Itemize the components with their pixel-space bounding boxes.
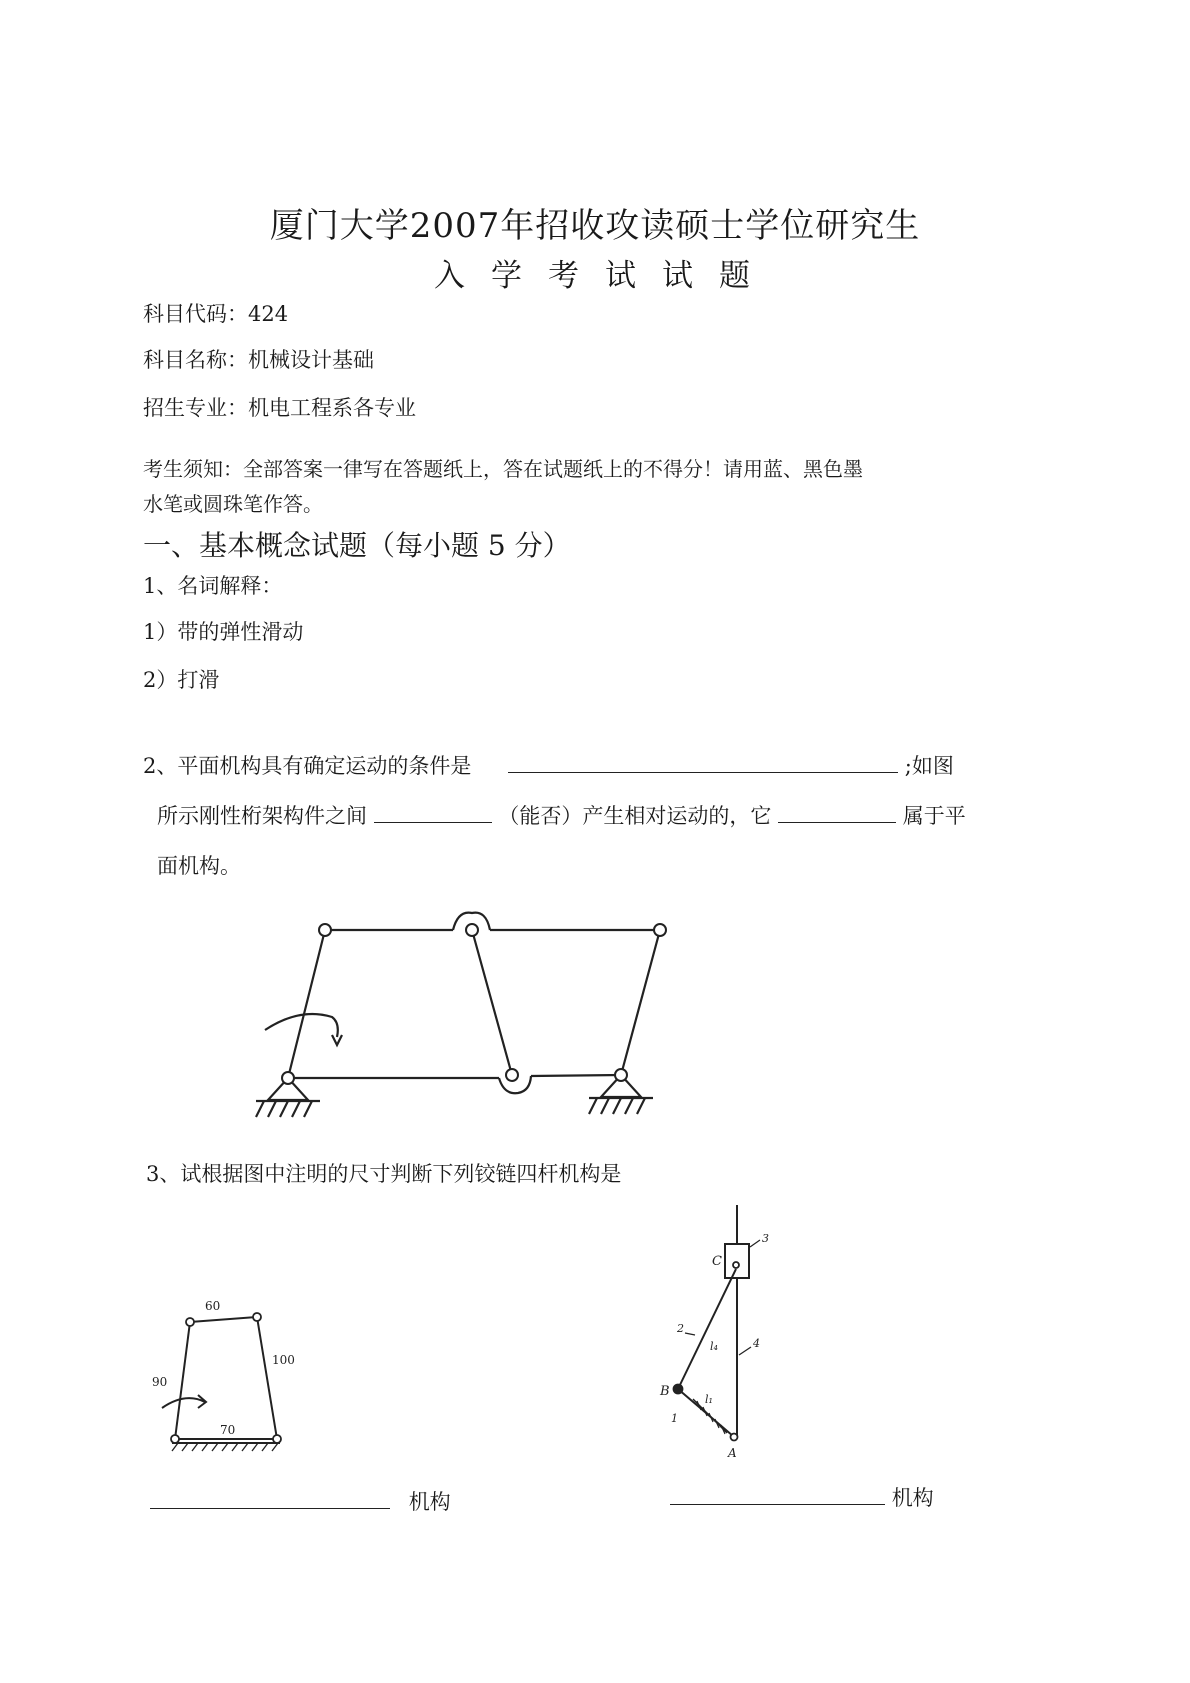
q3-answer-right <box>670 1482 934 1512</box>
pivot <box>171 1435 179 1443</box>
truss-diagram <box>240 905 680 1135</box>
subject-name: 科目名称：机械设计基础 <box>143 348 374 372</box>
label-b: B <box>660 1384 670 1399</box>
pivot-b <box>674 1385 683 1394</box>
link-left <box>175 1322 190 1439</box>
four-bar-linkage-diagram <box>150 1290 320 1465</box>
label-l1: l₁ <box>705 1393 713 1406</box>
label-right-link-length: 100 <box>272 1353 295 1367</box>
q1-item1: 1）带的弹性滑动 <box>143 620 304 644</box>
q1-item2: 2）打滑 <box>143 668 220 692</box>
q2-text-part2: ;如图 <box>904 754 954 778</box>
joint <box>615 1069 627 1081</box>
exam-title: 厦门大学2007年招收攻读硕士学位研究生 <box>269 206 921 246</box>
notice-line2: 水笔或圆珠笔作答。 <box>143 492 323 516</box>
truss-middle-bar <box>472 930 512 1075</box>
label-top-link-length: 60 <box>205 1299 221 1313</box>
pivot <box>186 1318 194 1326</box>
link-top <box>190 1317 257 1322</box>
notice-line1: 考生须知：全部答案一律写在答题纸上，答在试题纸上的不得分！请用蓝、黑色墨 <box>143 457 863 481</box>
link-right <box>257 1317 277 1439</box>
q2-text-part5: 属于平 <box>902 804 966 828</box>
joint <box>466 924 478 936</box>
section-title: 一、基本概念试题（每小题 5 分） <box>143 529 571 562</box>
truss-left-bar <box>288 930 325 1078</box>
q2-answer-blank-1[interactable] <box>508 750 898 773</box>
slider-crank-diagram <box>655 1205 805 1470</box>
q2-line2 <box>157 800 966 830</box>
q2-answer-blank-3[interactable] <box>778 800 896 823</box>
slider-block-c <box>725 1244 749 1278</box>
q2-answer-blank-2[interactable] <box>374 800 492 823</box>
q3-answer-left <box>150 1486 451 1516</box>
truss-right-bar <box>621 930 660 1075</box>
q2-text-part6: 面机构。 <box>157 854 241 878</box>
label-2: 2 <box>677 1322 684 1335</box>
q2-text-part3: 所示刚性桁架构件之间 <box>157 804 367 828</box>
q3-stem: 3、试根据图中注明的尺寸判断下列铰链四杆机构是 <box>146 1162 622 1186</box>
label-l4: l₄ <box>710 1340 718 1353</box>
label-left-link-length: 90 <box>152 1375 168 1389</box>
subject-code: 科目代码：424 <box>143 302 289 326</box>
label-1: 1 <box>671 1412 678 1425</box>
joint <box>654 924 666 936</box>
label-ground-link-length: 70 <box>220 1423 236 1437</box>
q1-stem: 1、名词解释： <box>143 574 283 598</box>
enrollment-major: 招生专业：机电工程系各专业 <box>143 396 416 420</box>
q2-text-part1: 2、平面机构具有确定运动的条件是 <box>143 754 472 778</box>
q3-answer-suffix-left: 机构 <box>408 1490 451 1514</box>
pivot-a <box>731 1434 738 1441</box>
label-4: 4 <box>753 1337 760 1350</box>
pivot-c <box>733 1262 739 1268</box>
link-2-bc <box>678 1269 736 1389</box>
q2-text-part4: （能否）产生相对运动的，它 <box>498 804 772 828</box>
label-a: A <box>728 1446 737 1460</box>
exam-subtitle: 入学考试试题 <box>434 258 776 294</box>
pivot <box>253 1313 261 1321</box>
pivot <box>273 1435 281 1443</box>
label-c: C <box>712 1254 722 1269</box>
ground-hatching <box>172 1443 278 1451</box>
joint <box>506 1069 518 1081</box>
q3-answer-blank-right[interactable] <box>670 1482 885 1505</box>
truss-bottom-bar-right <box>531 1075 621 1076</box>
joint <box>282 1072 294 1084</box>
joint <box>319 924 331 936</box>
q3-answer-blank-left[interactable] <box>150 1486 390 1509</box>
label-3: 3 <box>762 1232 769 1245</box>
q3-answer-suffix-right: 机构 <box>891 1486 934 1510</box>
q2-line1 <box>143 750 954 780</box>
